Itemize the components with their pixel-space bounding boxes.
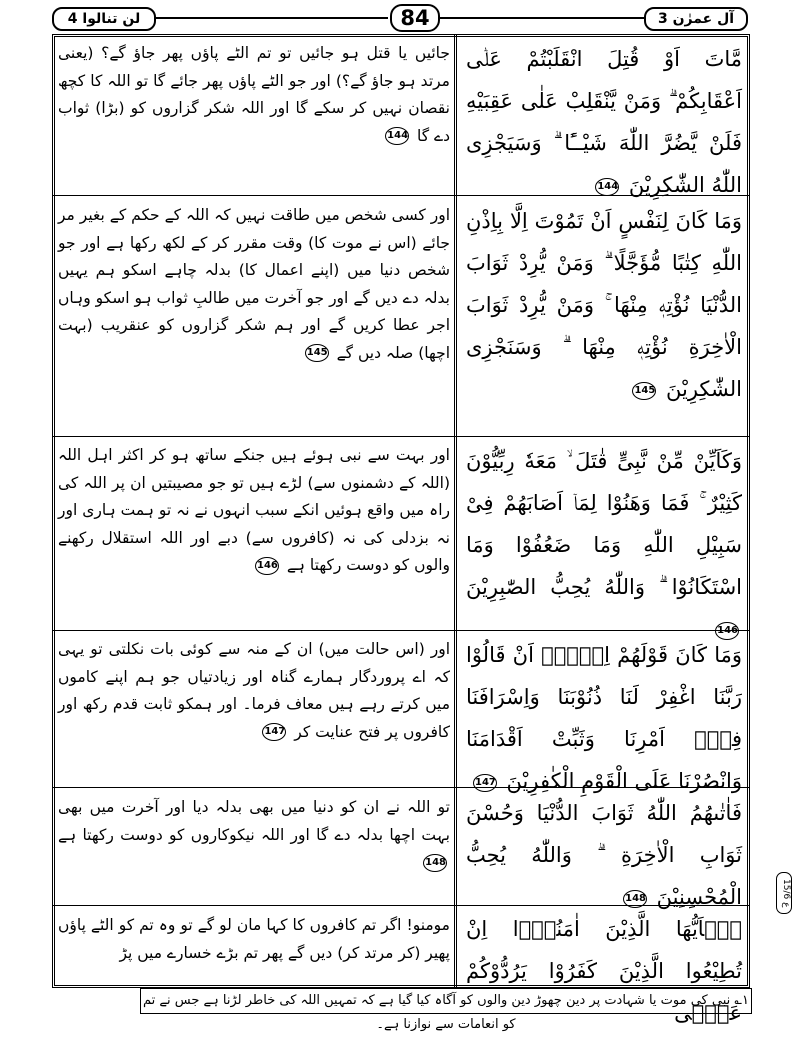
urdu-text: اور (اس حالت میں) ان کے منہ سے کوئی بات نکلتی تو یہی کہ اے پروردگار ہمارے گناہ اور زیادتیاں جو ہم اپنے کاموں میں کرتے رہے ہیں معاف فرما۔ اور ہمکو ثابت قدم رکھ اور کافروں پر فتح عنایت کر <box>58 640 450 741</box>
verse-marker: 146 <box>255 557 279 575</box>
verse-marker: 147 <box>473 774 497 792</box>
verse-marker: 145 <box>305 344 329 362</box>
arabic-verse <box>466 440 742 650</box>
header-rule-left <box>156 17 388 19</box>
arabic-text: وَكَاَيِّنْ مِّنْ نَّبِىٍّ قٰتَلَ ۙ مَعَهٗ رِبِّيُّوْنَ كَثِيْرٌ ۚ فَمَا وَهَنُوْا لِمَاۤ اَصَابَهُمْ فِىْ سَبِيْلِ اللّٰهِ وَمَا ضَعُفُوْا وَمَا اسْتَكَانُوْا ۗ وَاللّٰهُ يُحِبُّ الصّٰبِرِيْنَ <box>466 449 742 599</box>
arabic-text: يٰۤاَيُّهَا الَّذِيْنَ اٰمَنُوْۤا اِنْ تُطِيْعُوا الَّذِيْنَ كَفَرُوْا يَرُدُّوْكُمْ عَلٰۤى <box>466 917 742 1025</box>
section-divider <box>52 436 750 437</box>
urdu-text: اور بہت سے نبی ہوئے ہیں جنکے ساتھ ہو کر اکثر اہل اللہ (اللہ کے دشمنوں سے) لڑے ہیں تو جو مصیبتیں ان پر اللہ کی راہ میں واقع ہوئیں انکے سبب انہوں نے نہ تو ہمت ہاری اور نہ بزدلی کی نہ (کافروں سے) دبے اور اللہ استقلال رکھنے والوں کو دوست رکھتا ہے <box>58 446 450 574</box>
arabic-text: وَمَا كَانَ لِنَفْسٍ اَنْ تَمُوْتَ اِلَّا بِاِذْنِ اللّٰهِ كِتٰبًا مُّؤَجَّلًا ۗ وَمَنْ يُّرِدْ ثَوَابَ الدُّنْيَا نُؤْتِهٖ مِنْهَا ۚ وَمَنْ يُّرِدْ ثَوَابَ الْاٰخِرَةِ نُؤْتِهٖ مِنْهَا ۗ وَسَنَجْزِى الشّٰكِرِيْنَ <box>466 209 742 401</box>
arabic-verse <box>466 38 742 206</box>
verse-marker: 147 <box>262 723 286 741</box>
verse-marker: 146 <box>715 622 739 640</box>
verse-marker: 144 <box>595 178 619 196</box>
urdu-text: تو اللہ نے ان کو دنیا میں بھی بدلہ دیا اور آخرت میں بھی بہت اچھا بدلہ دے گا اور اللہ نیکوکاروں کو دوست رکھتا ہے <box>58 798 450 844</box>
urdu-translation <box>58 636 450 746</box>
urdu-text: مومنو! اگر تم کافروں کا کہا مان لو گے تو وہ تم کو الٹے پاؤں پھیر (کر مرتد کر) دیں گے پھر تم بڑے خسارے میں پڑ <box>58 916 450 962</box>
verse-marker: 148 <box>423 854 447 872</box>
page-number: 84 <box>390 4 440 32</box>
arabic-verse <box>466 200 742 410</box>
arabic-text: وَمَا كَانَ قَوْلَهُمْ اِلَّاۤ اَنْ قَالُوْا رَبَّنَا اغْفِرْ لَنَا ذُنُوْبَنَا وَاِسْرَافَنَا فِىْۤ اَمْرِنَا وَثَبِّتْ اَقْدَامَنَا وَانْصُرْنَا عَلَى الْقَوْمِ الْكٰفِرِيْنَ <box>466 643 742 793</box>
arabic-verse <box>466 634 742 802</box>
page-header <box>52 4 748 30</box>
verse-marker: 148 <box>623 890 647 908</box>
urdu-translation <box>58 794 450 877</box>
verse-marker: 145 <box>632 382 656 400</box>
header-rule-right <box>440 17 644 19</box>
urdu-text: جائیں یا قتل ہو جائیں تو تم الٹے پاؤں پھر جاؤ گے؟ (یعنی مرتد ہو جاؤ گے؟) اور جو الٹے پاؤں پھر جائے گا تو اللہ کا کچھ نقصان نہیں کر سکے گا اور اللہ شکر گزاروں کو (بڑا) ثواب دے گا <box>58 44 450 145</box>
juz-label: لن تنالوا 4 <box>52 7 156 31</box>
arabic-verse <box>466 792 742 918</box>
arabic-text: مَّاتَ اَوْ قُتِلَ انْقَلَبْتُمْ عَلٰۤى اَعْقَابِكُمْ ۗ وَمَنْ يَّنْقَلِبْ عَلٰى عَقِبَيْهِ فَلَنْ يَّضُرَّ اللّٰهَ شَيْــًٔا ۗ وَسَيَجْزِى اللّٰهُ الشّٰكِرِيْنَ <box>466 47 742 197</box>
arabic-text: فَاٰتٰٮهُمُ اللّٰهُ ثَوَابَ الدُّنْيَا وَحُسْنَ ثَوَابِ الْاٰخِرَةِ ۗ وَاللّٰهُ يُحِبُّ الْمُحْسِنِيْنَ <box>466 801 742 909</box>
urdu-translation <box>58 40 450 150</box>
footnote: ١؎ نبی کی موت یا شہادت پر دین چھوڑ دین والوں کو آگاہ کیا گیا ہے کہ تمہیں اللہ کی خاطر لڑنا ہے جس نے تم کو انعامات سے نوازنا ہے۔ <box>140 988 752 1014</box>
urdu-translation <box>58 912 450 967</box>
ruku-marker: ع 15/6 <box>776 872 792 914</box>
surah-label: آل عمرٰن 3 <box>644 7 748 31</box>
column-divider <box>454 34 460 988</box>
urdu-text: اور کسی شخص میں طاقت نہیں کہ اللہ کے حکم کے بغیر مر جائے (اس نے موت کا) وقت مقرر کر کے لکھ رکھا ہے اور جو شخص دنیا میں (اپنے اعمال کا) بدلہ چاہے اسکو ہم یہیں بدلہ دے دیں گے اور جو آخرت میں طالبِ ثواب ہو اسکو وہاں اجر عطا کریں گے اور ہم شکر گزاروں کو عنقریب (بہت اچھا) صلہ دیں گے <box>58 206 450 362</box>
verse-marker: 144 <box>385 127 409 145</box>
urdu-translation <box>58 442 450 580</box>
urdu-translation <box>58 202 450 367</box>
